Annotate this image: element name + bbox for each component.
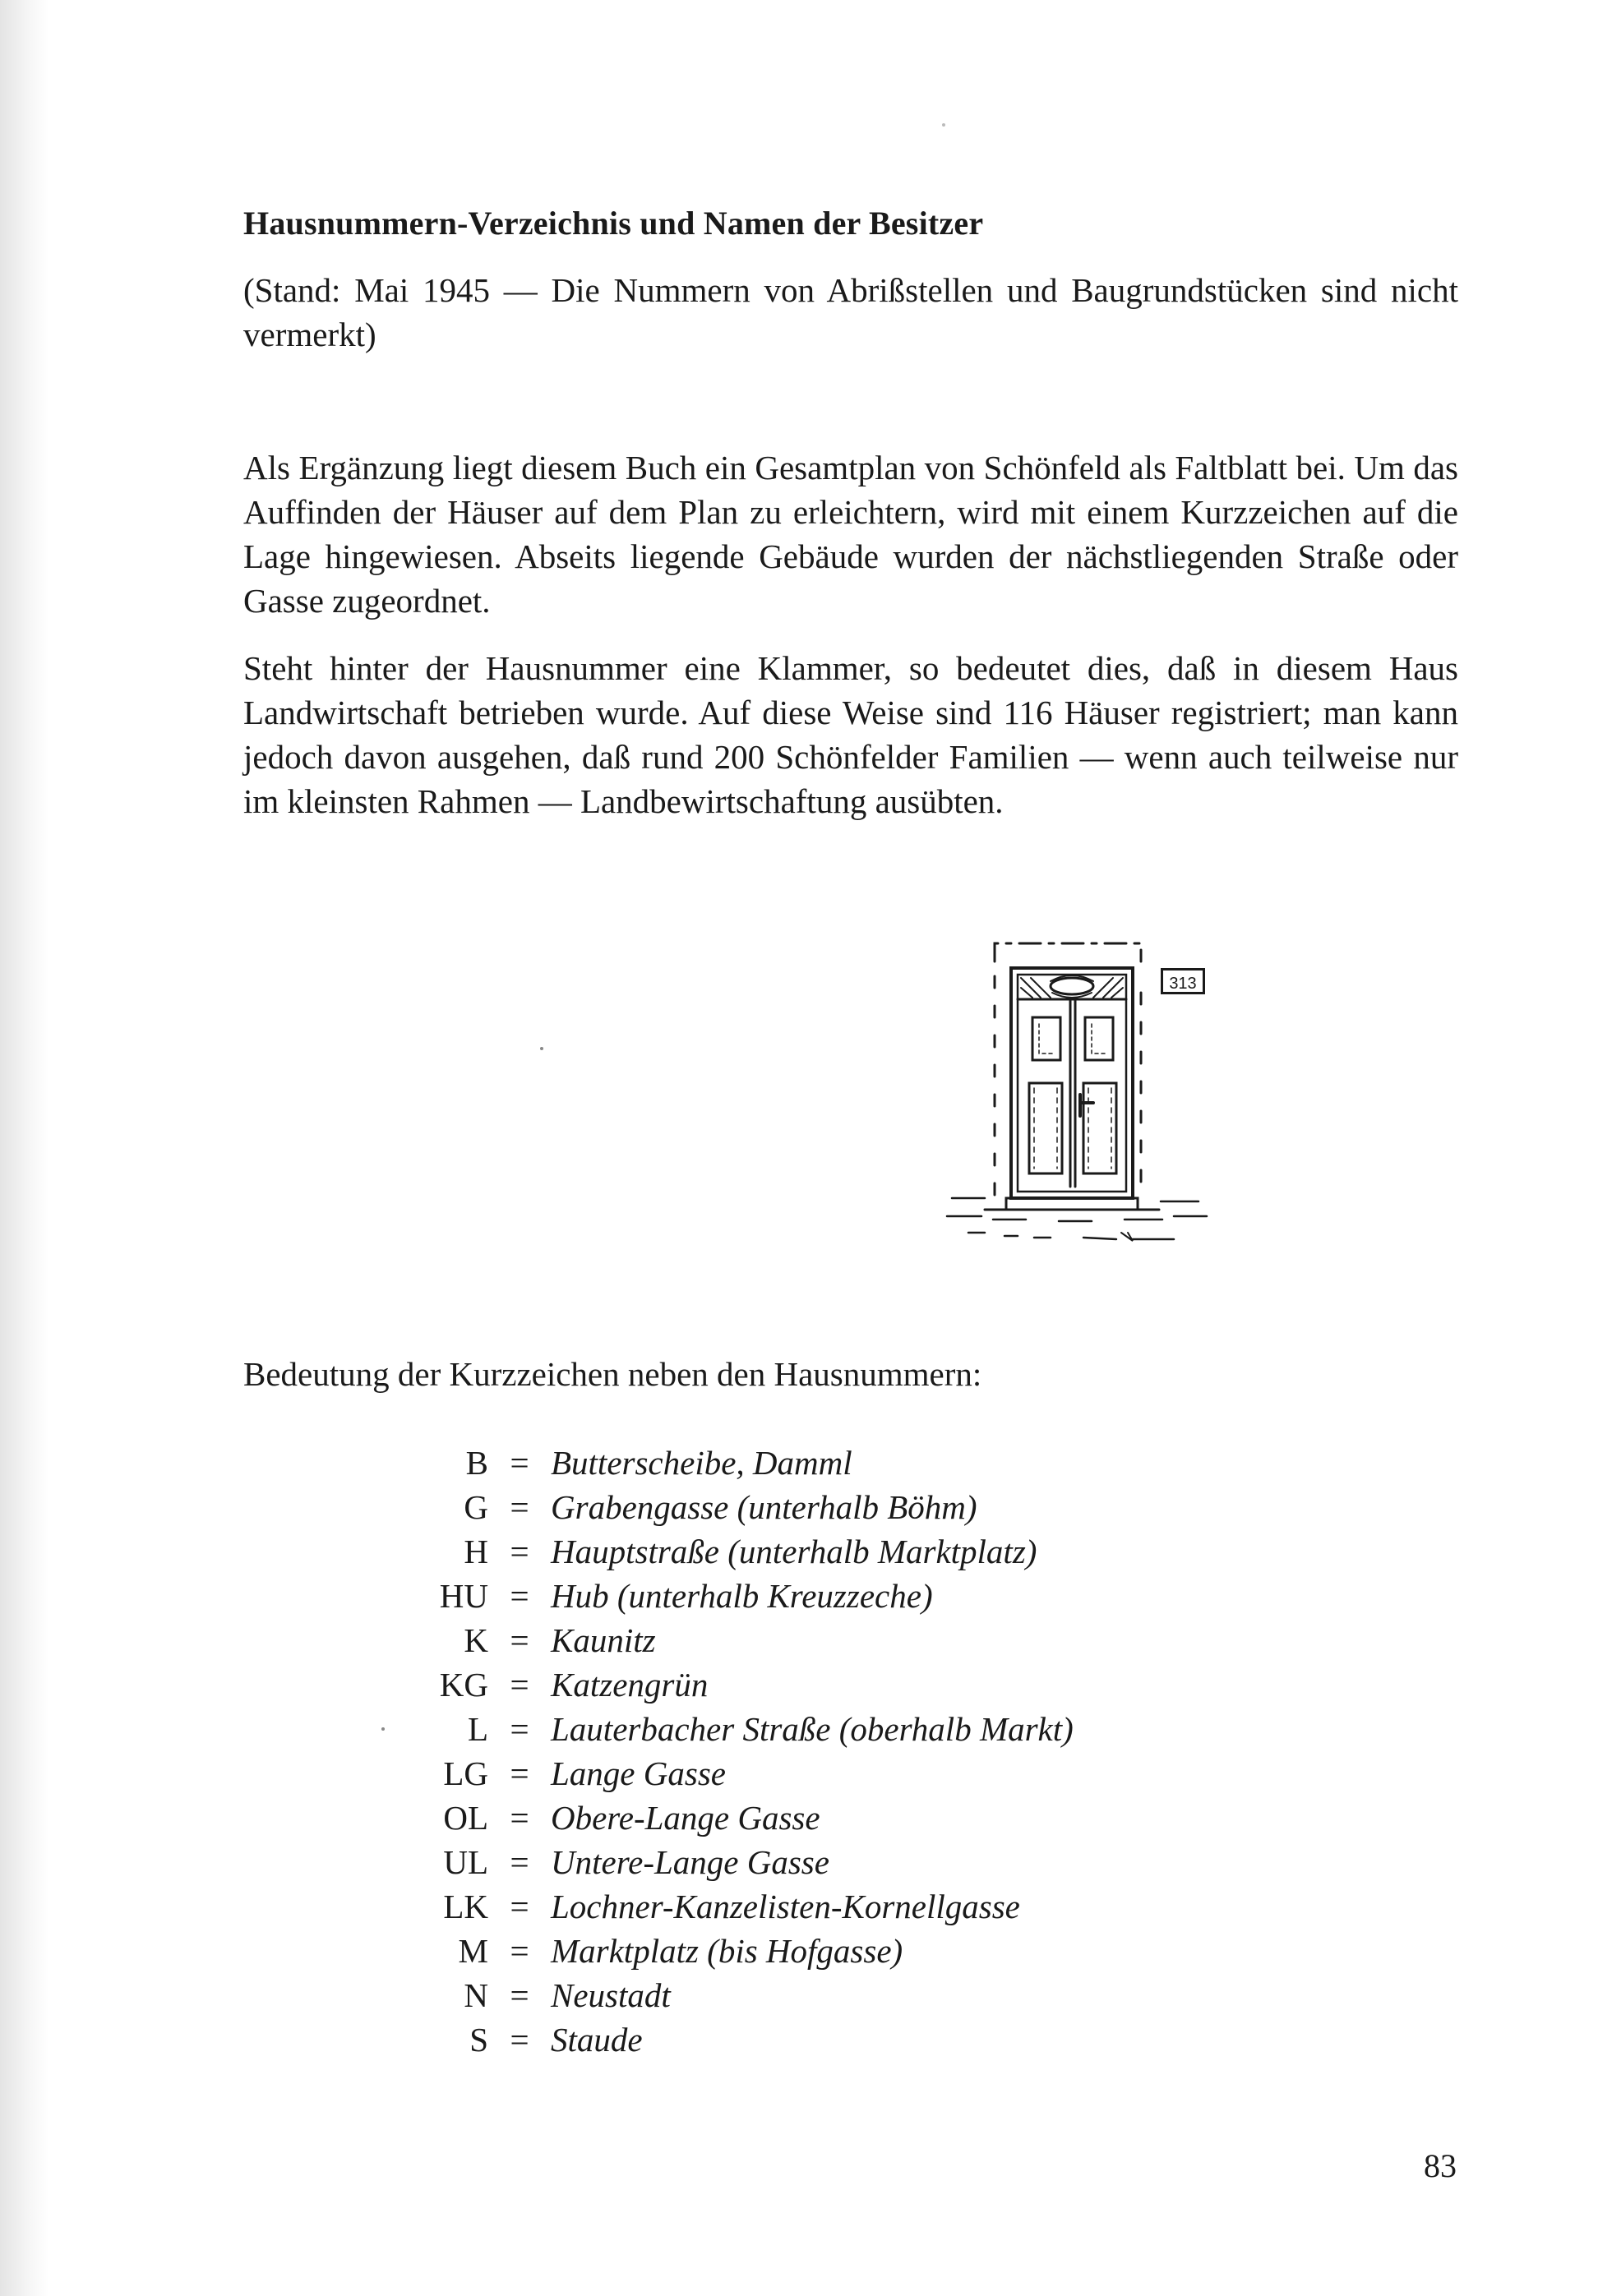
legend-row	[243, 2017, 1230, 2062]
legend-meaning: Kaunitz	[551, 1621, 656, 1659]
legend-code: B	[465, 1444, 488, 1482]
legend-equals-sign: =	[510, 1888, 529, 1925]
legend-code: KG	[439, 1666, 488, 1704]
legend-equals-sign: =	[510, 1577, 529, 1615]
legend-row	[243, 1441, 1230, 1485]
house-number-plate	[1161, 968, 1205, 994]
print-speck	[942, 123, 945, 127]
legend-equals-sign: =	[510, 1843, 529, 1881]
house-number-text: 313	[1169, 975, 1197, 993]
legend-row	[243, 1929, 1230, 1973]
legend-equals-sign: =	[510, 1666, 529, 1704]
supplement-paragraph: Als Ergänzung liegt diesem Buch ein Gesamtplan von Schönfeld als Faltblatt bei. Um das Auffinden der Häuser auf dem Plan zu erleichtern, wird mit einem Kurzzeichen auf die Lage hingewiesen. Abseits liegende Gebäude wurden der nächstliegenden Straße oder Gasse zugeordnet.	[243, 449, 1458, 620]
page-number: 83	[1424, 2147, 1457, 2184]
legend-code: UL	[443, 1843, 488, 1881]
legend-code: HU	[439, 1577, 488, 1615]
legend-equals-sign: =	[510, 1710, 529, 1748]
legend-meaning: Katzengrün	[551, 1666, 709, 1704]
legend-meaning: Hauptstraße (unterhalb Marktplatz)	[551, 1533, 1037, 1570]
legend-meaning: Marktplatz (bis Hofgasse)	[551, 1932, 903, 1970]
legend-intro: Bedeutung der Kurzzeichen neben den Hausnummern:	[243, 1355, 982, 1393]
legend-row	[243, 1707, 1230, 1751]
legend-meaning: Neustadt	[551, 1976, 671, 2014]
legend-meaning: Staude	[551, 2021, 643, 2059]
abbreviation-legend	[243, 1441, 1230, 2062]
legend-code: K	[464, 1621, 488, 1659]
door-illustration	[935, 927, 1272, 1256]
legend-equals-sign: =	[510, 1444, 529, 1482]
legend-row	[243, 1618, 1230, 1662]
legend-equals-sign: =	[510, 1533, 529, 1570]
legend-code: S	[469, 2021, 488, 2059]
legend-code: LG	[443, 1754, 488, 1792]
legend-code: G	[464, 1488, 488, 1526]
print-speck	[540, 1047, 543, 1050]
legend-meaning: Hub (unterhalb Kreuzzeche)	[551, 1577, 933, 1615]
legend-meaning: Grabengasse (unterhalb Böhm)	[551, 1488, 977, 1526]
legend-equals-sign: =	[510, 1754, 529, 1792]
legend-code: M	[458, 1932, 488, 1970]
legend-code: LK	[443, 1888, 488, 1925]
legend-meaning: Lauterbacher Straße (oberhalb Markt)	[551, 1710, 1074, 1748]
bracket-explanation-paragraph: Steht hinter der Hausnummer eine Klammer, so bedeutet dies, daß in diesem Haus Landwirtschaft betrieben wurde. Auf diese Weise sind 116 Häuser registriert; man kann jedoch davon ausgehen, daß rund 200 Schönfelder Familien — wenn auch teilweise nur im kleinsten Rahmen — Landbewirtschaftung ausübten.	[243, 649, 1458, 820]
legend-code: N	[464, 1976, 488, 2014]
legend-row	[243, 1796, 1230, 1840]
legend-equals-sign: =	[510, 2021, 529, 2059]
print-speck	[381, 1727, 385, 1731]
legend-meaning: Obere-Lange Gasse	[551, 1799, 820, 1837]
legend-equals-sign: =	[510, 1621, 529, 1659]
legend-row	[243, 1662, 1230, 1707]
legend-meaning: Untere-Lange Gasse	[551, 1843, 829, 1881]
legend-row	[243, 1973, 1230, 2017]
legend-row	[243, 1840, 1230, 1884]
legend-equals-sign: =	[510, 1488, 529, 1526]
legend-row	[243, 1884, 1230, 1929]
legend-meaning: Butterscheibe, Damml	[551, 1444, 852, 1482]
legend-row	[243, 1485, 1230, 1529]
legend-code: H	[464, 1533, 488, 1570]
legend-row	[243, 1574, 1230, 1618]
legend-code: OL	[443, 1799, 488, 1837]
legend-row	[243, 1751, 1230, 1796]
door-drawing	[935, 927, 1272, 1256]
page-heading: Hausnummern-Verzeichnis und Namen der Besitzer	[243, 205, 984, 242]
legend-meaning: Lochner-Kanzelisten-Kornellgasse	[551, 1888, 1020, 1925]
legend-meaning: Lange Gasse	[551, 1754, 726, 1792]
page-edge-shadow	[0, 0, 49, 2296]
legend-equals-sign: =	[510, 1799, 529, 1837]
legend-equals-sign: =	[510, 1932, 529, 1970]
legend-code: L	[467, 1710, 488, 1748]
status-note-paragraph: (Stand: Mai 1945 — Die Nummern von Abrißstellen und Baugrundstücken sind nicht vermerkt)	[243, 271, 1458, 353]
legend-row	[243, 1529, 1230, 1574]
legend-equals-sign: =	[510, 1976, 529, 2014]
